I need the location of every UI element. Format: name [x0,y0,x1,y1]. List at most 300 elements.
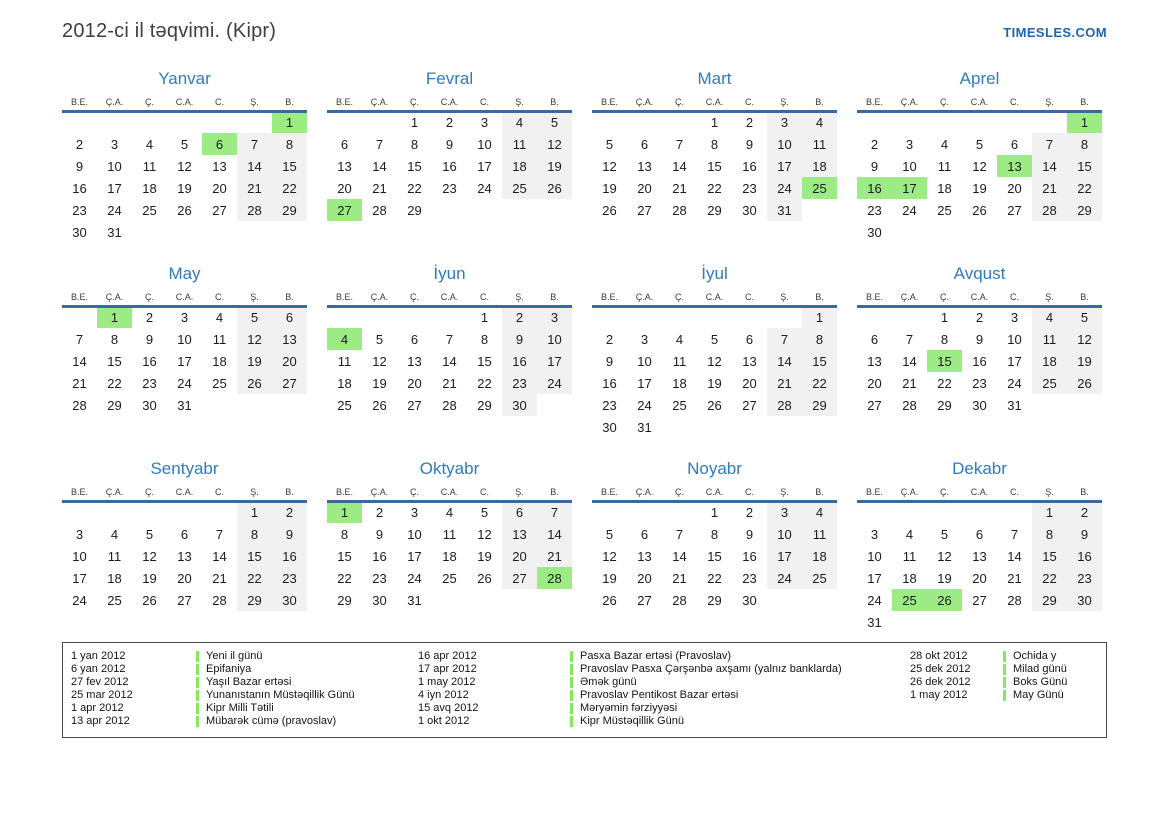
day-cell: 4 [802,111,837,133]
week-row [592,372,837,394]
day-cell: 21 [442,375,457,391]
site-link[interactable]: TIMESLES.COM [1003,25,1107,40]
day-cell: 12 [937,548,952,564]
week-row [62,523,307,545]
day-cell: 12 [237,328,272,350]
legend-entry [1003,676,1113,689]
day-cell: 22 [707,570,722,586]
day-cell: 29 [1032,589,1067,611]
day-cell: 30 [372,592,387,608]
day-cell: 30 [1067,589,1102,611]
day-cell: 23 [502,372,537,394]
day-cell: 25 [937,202,952,218]
empty-cell [592,111,627,133]
empty-cell [627,111,662,133]
day-cell: 7 [905,331,914,347]
legend-date: 4 iyn 2012 [418,689,469,701]
day-cell: 12 [972,158,987,174]
day-cell: 27 [867,397,882,413]
day-cell: 6 [745,331,754,347]
day-cell: 12 [707,353,722,369]
legend-entry [196,676,418,689]
day-cell: 14 [672,548,687,564]
empty-cell [927,111,962,133]
day-cell: 14 [902,353,917,369]
day-cell: 2 [605,331,614,347]
empty-cell [892,111,927,133]
weekday-label: B.E. [592,94,627,111]
day-cell: 18 [502,155,537,177]
week-row [592,545,837,567]
day-cell: 14 [1032,155,1067,177]
day-cell: 19 [237,350,272,372]
week-row [327,155,572,177]
empty-cell [697,416,732,438]
day-cell: 27 [972,592,987,608]
legend-entry [1003,689,1113,702]
day-cell: 2 [870,136,879,152]
legend-entry [196,715,418,728]
month-calendar [592,264,837,439]
day-cell: 26 [972,202,987,218]
weekday-label: Ç. [662,94,697,111]
empty-cell [857,111,892,133]
weekday-label: C. [467,484,502,501]
legend-holiday-name: Kipr Müstəqillik Günü [580,715,684,727]
day-cell: 5 [710,331,719,347]
day-cell: 8 [1067,133,1102,155]
day-cell: 23 [972,375,987,391]
weekday-label: C.A. [432,289,467,306]
legend-holiday-name: Yunanıstanın Müstəqillik Günü [206,689,355,701]
holiday-day-cell: 25 [802,177,837,199]
day-cell: 26 [372,397,387,413]
day-cell: 28 [212,592,227,608]
day-cell: 8 [340,526,349,542]
day-cell: 9 [75,158,84,174]
empty-cell [132,501,167,523]
day-cell: 28 [1032,199,1067,221]
day-cell: 15 [237,545,272,567]
holiday-day-cell: 28 [537,567,572,589]
month-calendar [62,69,307,244]
legend-date: 1 yan 2012 [71,650,126,662]
weekday-header-row [327,484,572,501]
weekday-label: B. [537,94,572,111]
empty-cell [1032,111,1067,133]
weekday-label: Ç.A. [362,289,397,306]
weekday-label: B.E. [857,289,892,306]
day-cell: 4 [215,310,224,326]
day-cell: 13 [272,328,307,350]
legend-holiday-name: Epifaniya [206,663,252,675]
day-cell: 14 [442,353,457,369]
day-cell: 11 [902,548,917,564]
week-row [62,177,307,199]
month-title: Sentyabr [150,459,219,478]
day-cell: 23 [742,570,757,586]
legend-holiday-name: Əmək günü [580,676,637,688]
day-cell: 9 [1067,523,1102,545]
legend-entry [196,702,418,715]
day-cell: 3 [767,501,802,523]
day-cell: 13 [742,353,757,369]
day-cell: 11 [1032,328,1067,350]
weekday-label: Ş. [1032,484,1067,501]
day-cell: 7 [375,136,384,152]
month-title: Mart [697,69,732,88]
day-cell: 29 [1067,199,1102,221]
day-cell: 3 [180,310,189,326]
empty-cell [662,501,697,523]
weekday-label: Ş. [767,94,802,111]
empty-cell [802,416,837,438]
week-row [327,545,572,567]
week-row [592,350,837,372]
day-cell: 30 [972,397,987,413]
day-cell: 8 [237,523,272,545]
day-cell: 10 [477,136,492,152]
weekday-label: Ç.A. [892,289,927,306]
holiday-marker-icon [570,703,573,714]
day-cell: 1 [940,310,949,326]
day-cell: 11 [802,523,837,545]
weekday-label: Ç.A. [97,289,132,306]
holiday-marker-icon [196,690,199,701]
day-cell: 30 [502,394,537,416]
week-row [592,177,837,199]
day-cell: 4 [145,136,154,152]
week-row [857,394,1102,416]
day-cell: 15 [337,548,352,564]
day-cell: 19 [937,570,952,586]
day-cell: 9 [145,331,154,347]
legend-date: 17 apr 2012 [418,663,477,675]
weekday-label: C.A. [432,484,467,501]
holiday-marker-icon [570,690,573,701]
weekday-label: C. [202,94,237,111]
month-table [327,289,572,416]
week-row [857,328,1102,350]
legend-holiday-name: Pasxa Bazar ertəsi (Pravoslav) [580,650,731,662]
month-title: Avqust [953,264,1006,283]
day-cell: 15 [802,350,837,372]
empty-cell [167,221,202,243]
day-cell: 31 [107,224,122,240]
month-calendar [857,459,1102,634]
month-title: Oktyabr [419,459,480,478]
legend-date: 15 avq 2012 [418,702,479,714]
week-row [592,328,837,350]
day-cell: 2 [375,505,384,521]
day-cell: 7 [675,136,684,152]
week-row [62,545,307,567]
empty-cell [327,111,362,133]
day-cell: 22 [1067,177,1102,199]
weekday-label: B.E. [327,94,362,111]
month-table [327,94,572,221]
day-cell: 12 [602,158,617,174]
day-cell: 27 [502,567,537,589]
day-cell: 30 [602,419,617,435]
day-cell: 12 [602,548,617,564]
month-calendar [592,459,837,634]
day-cell: 17 [107,180,122,196]
month-title: Aprel [959,69,1000,88]
week-row [327,199,572,221]
empty-cell [927,221,962,243]
weekday-label: B.E. [592,289,627,306]
day-cell: 21 [1032,177,1067,199]
empty-cell [202,501,237,523]
day-cell: 25 [142,202,157,218]
day-cell: 6 [272,306,307,328]
legend-date: 13 apr 2012 [71,715,130,727]
day-cell: 13 [637,158,652,174]
day-cell: 3 [537,306,572,328]
day-cell: 4 [502,111,537,133]
day-cell: 27 [407,397,422,413]
day-cell: 1 [802,306,837,328]
weekday-label: B. [1067,94,1102,111]
empty-cell [732,416,767,438]
day-cell: 26 [177,202,192,218]
day-cell: 10 [637,353,652,369]
day-cell: 8 [710,136,719,152]
day-cell: 17 [867,570,882,586]
weekday-header-row [857,289,1102,306]
day-cell: 16 [372,548,387,564]
weekday-header-row [857,484,1102,501]
day-cell: 18 [142,180,157,196]
empty-cell [132,111,167,133]
day-cell: 3 [75,526,84,542]
empty-cell [167,111,202,133]
day-cell: 18 [672,375,687,391]
weekday-label: B.E. [62,484,97,501]
weekday-label: B. [1067,289,1102,306]
day-cell: 12 [372,353,387,369]
weekday-label: Ç.A. [627,289,662,306]
day-cell: 20 [502,545,537,567]
calendar-page [62,0,1107,738]
empty-cell [62,111,97,133]
empty-cell [502,199,537,221]
weekday-label: C.A. [167,484,202,501]
day-cell: 13 [867,353,882,369]
empty-cell [892,501,927,523]
day-cell: 10 [107,158,122,174]
day-cell: 7 [537,501,572,523]
legend-entry [570,650,910,663]
week-row [327,372,572,394]
day-cell: 24 [177,375,192,391]
legend-entry [570,689,910,702]
day-cell: 7 [237,133,272,155]
month-title: Noyabr [687,459,742,478]
day-cell: 6 [1010,136,1019,152]
empty-cell [202,221,237,243]
day-cell: 23 [742,180,757,196]
day-cell: 18 [802,155,837,177]
weekday-label: B.E. [62,289,97,306]
day-cell: 15 [707,158,722,174]
day-cell: 13 [337,158,352,174]
holiday-marker-icon [570,716,573,727]
day-cell: 19 [602,570,617,586]
holiday-day-cell: 25 [892,589,927,611]
day-cell: 24 [407,570,422,586]
day-cell: 20 [272,350,307,372]
day-cell: 31 [177,397,192,413]
day-cell: 14 [537,523,572,545]
day-cell: 28 [672,202,687,218]
day-cell: 21 [72,375,87,391]
day-cell: 7 [215,526,224,542]
holiday-marker-icon [196,651,199,662]
day-cell: 3 [767,111,802,133]
day-cell: 29 [337,592,352,608]
day-cell: 13 [177,548,192,564]
holiday-day-cell: 13 [997,155,1032,177]
weekday-label: C. [732,289,767,306]
weekday-label: Ç. [662,289,697,306]
week-row [857,177,1102,199]
empty-cell [962,611,997,633]
day-cell: 29 [707,202,722,218]
day-cell: 20 [1007,180,1022,196]
holiday-day-cell: 6 [202,133,237,155]
day-cell: 22 [802,372,837,394]
empty-cell [662,416,697,438]
holiday-day-cell: 1 [327,501,362,523]
day-cell: 17 [767,545,802,567]
day-cell: 24 [867,592,882,608]
holiday-marker-icon [196,677,199,688]
day-cell: 5 [180,136,189,152]
weekday-label: Ş. [767,289,802,306]
weekday-label: C. [467,94,502,111]
empty-cell [802,199,837,221]
week-row [62,111,307,133]
day-cell: 29 [477,397,492,413]
day-cell: 2 [502,306,537,328]
day-cell: 19 [1067,350,1102,372]
weekday-label: C. [732,94,767,111]
day-cell: 22 [477,375,492,391]
day-cell: 17 [177,353,192,369]
empty-cell [97,501,132,523]
day-cell: 3 [870,526,879,542]
legend-holiday-name: Pravoslav Pentikost Bazar ertəsi [580,689,739,701]
day-cell: 19 [372,375,387,391]
day-cell: 28 [72,397,87,413]
month-calendar [327,264,572,439]
day-cell: 10 [767,133,802,155]
empty-cell [627,306,662,328]
day-cell: 4 [110,526,119,542]
empty-cell [237,111,272,133]
empty-cell [1067,611,1102,633]
month-calendar [62,459,307,634]
legend-date: 6 yan 2012 [71,663,126,675]
day-cell: 4 [905,526,914,542]
day-cell: 6 [502,501,537,523]
legend-entry [196,650,418,663]
day-cell: 5 [145,526,154,542]
day-cell: 15 [477,353,492,369]
month-calendar [857,264,1102,439]
day-cell: 5 [480,505,489,521]
day-cell: 21 [212,570,227,586]
day-cell: 25 [802,567,837,589]
day-cell: 5 [975,136,984,152]
day-cell: 28 [372,202,387,218]
day-cell: 31 [867,614,882,630]
day-cell: 9 [502,328,537,350]
empty-cell [62,306,97,328]
day-cell: 16 [142,353,157,369]
weekday-header-row [857,94,1102,111]
day-cell: 6 [640,136,649,152]
day-cell: 17 [637,375,652,391]
legend-date: 26 dek 2012 [910,676,971,688]
day-cell: 20 [177,570,192,586]
day-cell: 11 [212,331,227,347]
weekday-label: Ç.A. [97,484,132,501]
weekday-label: C. [467,289,502,306]
day-cell: 26 [237,372,272,394]
day-cell: 8 [410,136,419,152]
day-cell: 6 [870,331,879,347]
month-title: May [168,264,201,283]
day-cell: 17 [767,155,802,177]
day-cell: 25 [1032,372,1067,394]
day-cell: 26 [1067,372,1102,394]
day-cell: 5 [940,526,949,542]
day-cell: 28 [237,199,272,221]
empty-cell [272,221,307,243]
week-row [857,589,1102,611]
empty-cell [432,306,467,328]
legend-entry [570,663,910,676]
day-cell: 30 [742,202,757,218]
month-table [327,484,572,611]
day-cell: 26 [602,202,617,218]
day-cell: 18 [802,545,837,567]
empty-cell [962,501,997,523]
day-cell: 17 [1007,353,1022,369]
day-cell: 19 [707,375,722,391]
day-cell: 26 [602,592,617,608]
empty-cell [962,111,997,133]
week-row [62,328,307,350]
day-cell: 12 [142,548,157,564]
day-cell: 10 [72,548,87,564]
holiday-marker-icon [196,703,199,714]
day-cell: 23 [142,375,157,391]
day-cell: 21 [537,545,572,567]
weekday-label: B. [272,289,307,306]
weekday-label: Ç. [927,94,962,111]
empty-cell [1032,611,1067,633]
day-cell: 17 [477,158,492,174]
day-cell: 18 [937,180,952,196]
weekday-label: C.A. [697,484,732,501]
weekday-header-row [592,94,837,111]
empty-cell [892,221,927,243]
day-cell: 20 [212,180,227,196]
